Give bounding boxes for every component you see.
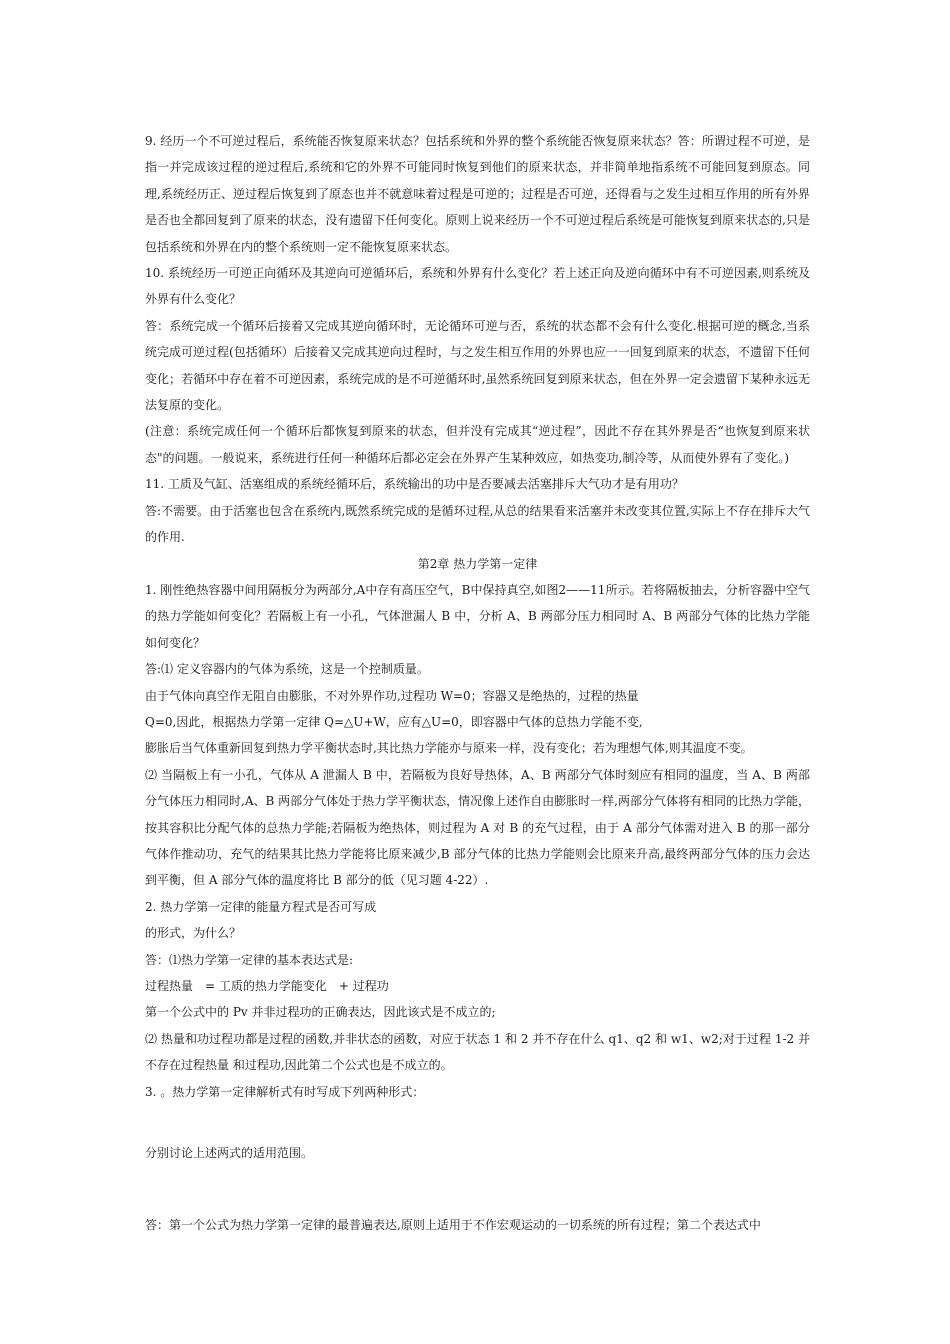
chapter2-question-2-line1: 2. 热力学第一定律的能量方程式是否可写成	[145, 899, 377, 914]
chapter2-answer-2-line3: 第一个公式中的 Pv 并非过程功的正确表达，因此该式是不成立的;	[145, 1005, 496, 1020]
chapter-title: 第2章 热力学第一定律	[417, 556, 538, 571]
chapter2-answer-2-line2: 过程热量 = 工质的热力学能变化 + 过程功	[145, 979, 389, 993]
note-10: (注意：系统完成任何一个循环后都恢复到原来的状态，但并没有完成其“逆过程”，因此不存在其外界是否“也恢复到原来状态"的问题。一般说来，系统进行任何一种循环后都必定会在外界产生某种效应，如热变功,制冷等，从而使外界有了变化。)	[145, 424, 810, 465]
chapter2-question-3-discussion: 分别讨论上述两式的适用范围。	[145, 1146, 314, 1161]
chapter2-answer-1-line2: 由于气体向真空作无阻自由膨胀，不对外界作功,过程功 W=0；容器又是绝热的，过程的热量	[145, 688, 639, 703]
answer-11: 答:不需要。由于活塞也包含在系统内,既然系统完成的是循环过程,从总的结果看来活塞并未改变其位置,实际上不存在排斥大气的作用.	[145, 503, 810, 545]
question-10: 10. 系统经历一可逆正向循环及其逆向可逆循环后，系统和外界有什么变化？若上述正向及逆向循环中有不可逆因素,则系统及外界有什么变化？	[145, 266, 810, 307]
chapter2-question-1: 1. 刚性绝热容器中间用隔板分为两部分,A中存有高压空气，B中保持真空,如图2——11所示。若将隔板抽去，分析容器中空气的热力学能如何变化？若隔板上有一小孔，气体泄漏人 B 中，分析 A、B 两部分压力相同时 A、B 两部分气体的比热力学能如何变化？	[145, 582, 810, 650]
chapter2-answer-3: 答：第一个公式为热力学第一定律的最普遍表达,原则上适用于不作宏观运动的一切系统的所有过程；第二个表达式中	[145, 1218, 761, 1233]
question-11: 11. 工质及气缸、活塞组成的系统经循环后，系统输出的功中是否要减去活塞排斥大气功才是有用功？	[145, 477, 684, 492]
chapter2-answer-1-line3: Q=0,因此，根据热力学第一定律 Q=△U+W，应有△U=0，即容器中气体的总热力学能不变,	[145, 714, 643, 729]
chapter2-question-3: 3. 。热力学第一定律解析式有时写成下列两种形式：	[145, 1084, 425, 1099]
formula-gap-2	[145, 1166, 810, 1212]
answer-10: 答：系统完成一个循环后接着又完成其逆向循环时，无论循环可逆与否，系统的状态都不会有什么变化.根据可逆的概念,当系统完成可逆过程(包括循环）后接着又完成其逆向过程时，与之发生相互作用的外界也应一一回复到原来的状态，不遗留下任何变化；若循环中存在着不可逆因素，系统完成的是不可逆循环时,虽然系统回复到原来状态，但在外界一定会遗留下某种永远无法复原的变化。	[145, 318, 810, 413]
chapter2-answer-1-part2: ⑵ 当隔板上有一小孔，气体从 A 泄漏人 B 中，若隔板为良好导热体，A、B 两部分气体时刻应有相同的温度，当 A、B 两部分气体压力相同时,A、B 两部分气体处于热力学平衡状态，情况像上述作自由膨胀时一样,两部分气体将有相同的比热力学能，按其容积比分配气体的总热力学能;若隔板为绝热体，则过程为 A 对 B 的充气过程，由于 A 部分气体需对进入 B 的那一部分气体作推动功，充气的结果其比热力学能将比原来减少,B 部分气体的比热力学能则会比原来升高,最终两部分气体的压力会达到平衡，但 A 部分气体的温度将比 B 部分的低（见习题 4-22）.	[145, 767, 810, 888]
chapter2-answer-2-line1: 答：⑴热力学第一定律的基本表达式是:	[145, 952, 354, 967]
chapter2-answer-2-part2: ⑵ 热量和功过程功都是过程的函数,并非状态的函数，对应于状态 1 和 2 并不存在什么 q1、q2 和 w1、w2;对于过程 1-2 并不存在过程热量 和过程功,因此第二个公式也是不成立的。	[145, 1031, 810, 1073]
question-9: 9. 经历一个不可逆过程后，系统能否恢复原来状态？包括系统和外界的整个系统能否恢复原来状态？答：所谓过程不可逆，是指一并完成该过程的逆过程后,系统和它的外界不可能同时恢复到他们的原来状态，并非简单地指系统不可能回复到原态。同理,系统经历正、逆过程后恢复到了原态也并不就意味着过程是可逆的；过程是否可逆，还得看与之发生过相互作用的所有外界是否也全都回复到了原来的状态，没有遗留下任何变化。原则上说来经历一个不可逆过程后系统是可能恢复到原来状态的,只是包括系统和外界在内的整个系统则一定不能恢复原来状态。	[145, 134, 810, 254]
document-page	[145, 128, 810, 1239]
chapter2-answer-1-part1: 答:⑴ 定义容器内的气体为系统，这是一个控制质量。	[145, 662, 429, 677]
chapter2-answer-1-line4: 膨胀后当气体重新回复到热力学平衡状态时,其比热力学能亦与原来一样，没有变化；若为理想气体,则其温度不变。	[145, 741, 753, 756]
chapter2-question-2-line2: 的形式，为什么？	[145, 926, 242, 941]
formula-gap	[145, 1105, 810, 1140]
